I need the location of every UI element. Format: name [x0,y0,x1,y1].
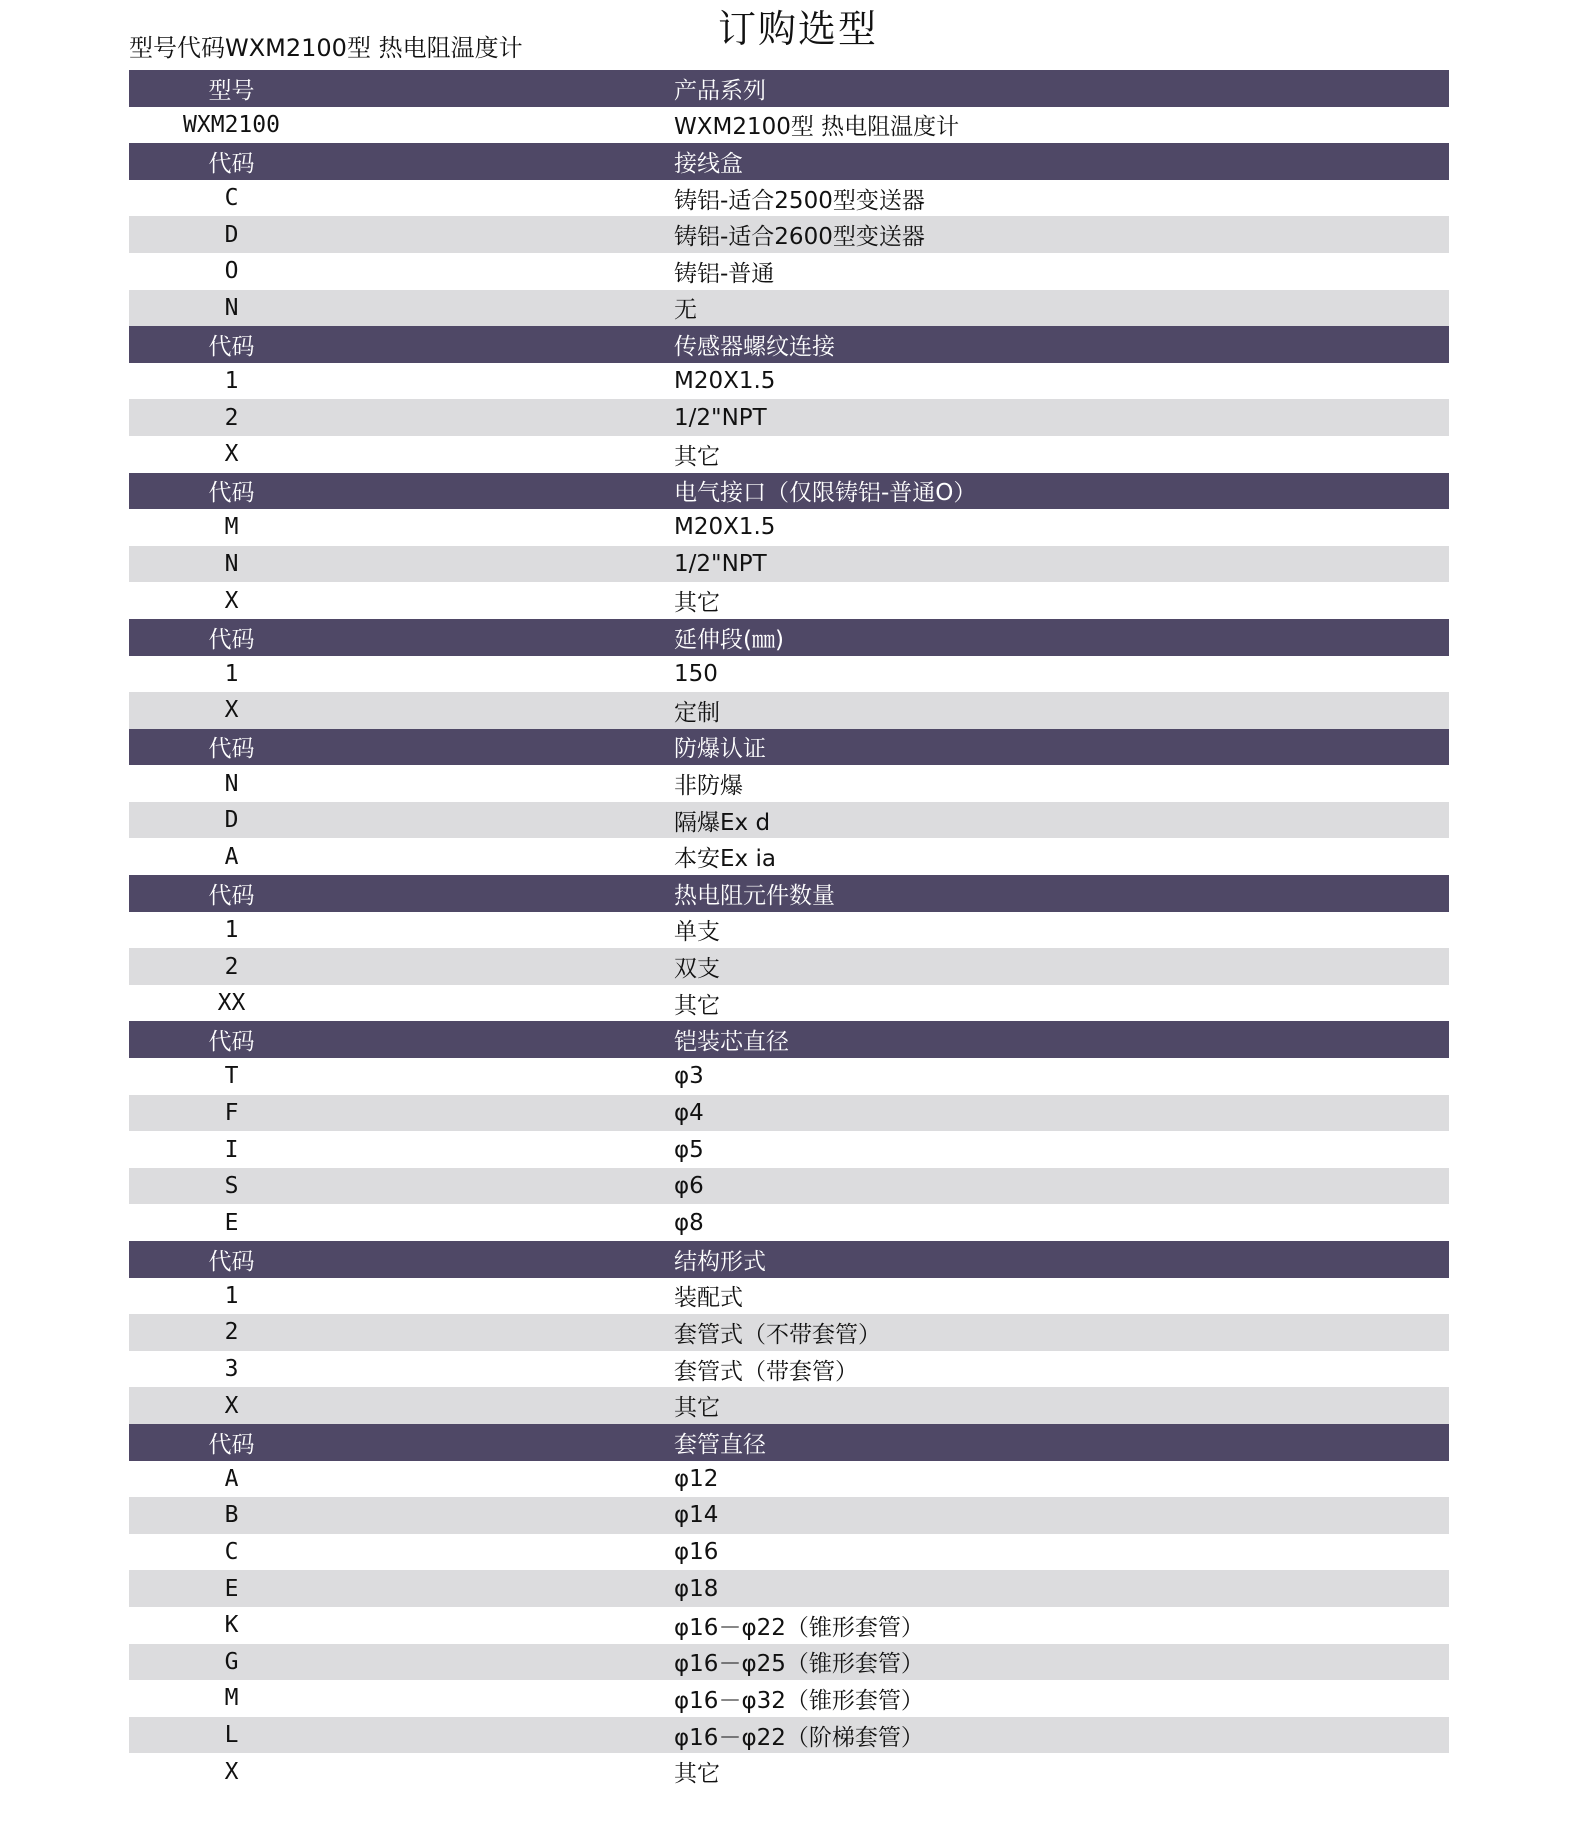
code-cell: 2 [224,1319,239,1346]
section-header-row [129,473,1449,510]
description-cell: φ16 [674,1539,719,1566]
table-row [129,1204,1449,1241]
code-cell: A [224,1465,239,1492]
table-row [129,1314,1449,1351]
table-row [129,216,1449,253]
description-cell: φ3 [674,1063,704,1090]
table-row [129,1607,1449,1644]
table-row [129,582,1449,619]
code-cell: S [224,1173,239,1200]
code-cell: C [224,1539,239,1566]
table-row [129,1168,1449,1205]
table-row [129,802,1449,839]
table-row [129,838,1449,875]
code-cell: X [224,441,239,468]
description-cell: φ14 [674,1502,719,1529]
code-cell: T [224,1063,239,1090]
table-row [129,180,1449,217]
description-cell: φ5 [674,1136,704,1163]
section-title: 热电阻元件数量 [674,882,835,909]
code-cell: 1 [224,660,239,687]
table-row [129,1497,1449,1534]
description-cell: φ8 [674,1209,704,1236]
table-row [129,1387,1449,1424]
code-cell: 2 [224,404,239,431]
section-title: 结构形式 [674,1248,766,1275]
table-row [129,912,1449,949]
table-row [129,1095,1449,1132]
description-cell: 铸铝-适合2600型变送器 [674,224,925,251]
code-cell: G [224,1648,239,1675]
code-cell: 3 [224,1356,239,1383]
section-title: 延伸段(㎜) [674,626,784,653]
description-cell: φ6 [674,1173,704,1200]
page-subtitle: 型号代码WXM2100型 热电阻温度计 [129,34,523,62]
description-cell: M20X1.5 [674,514,776,541]
table-row [129,1351,1449,1388]
section-title: 接线盒 [674,150,743,177]
code-cell: N [224,294,239,321]
table-row [129,363,1449,400]
table-row [129,107,1449,144]
description-cell: φ16－φ22（锥形套管） [674,1614,924,1641]
code-column-header: 代码 [208,1248,255,1275]
description-cell: 其它 [674,590,720,617]
code-cell: N [224,770,239,797]
description-cell: 无 [674,297,697,324]
table-row [129,1644,1449,1681]
table-row [129,436,1449,473]
description-cell: 装配式 [674,1285,743,1312]
table-row [129,985,1449,1022]
code-cell: X [224,697,239,724]
code-column-header: 代码 [208,333,255,360]
description-cell: 其它 [674,1761,720,1788]
table-row [129,765,1449,802]
table-row [129,1753,1449,1790]
description-cell: 1/2"NPT [674,551,767,578]
code-cell: 1 [224,1282,239,1309]
description-cell: φ16－φ32（锥形套管） [674,1687,924,1714]
description-cell: 其它 [674,443,720,470]
code-cell: 1 [224,368,239,395]
description-cell: 铸铝-适合2500型变送器 [674,187,925,214]
code-cell: C [224,185,239,212]
table-row [129,546,1449,583]
code-column-header: 代码 [208,1431,255,1458]
section-title: 产品系列 [674,77,766,104]
table-row [129,1534,1449,1571]
table-row [129,1717,1449,1754]
description-cell: φ16－φ22（阶梯套管） [674,1724,924,1751]
section-header-row [129,326,1449,363]
description-cell: 其它 [674,992,720,1019]
code-cell: E [224,1575,239,1602]
code-cell: 1 [224,916,239,943]
description-cell: 150 [674,660,718,687]
table-row [129,948,1449,985]
description-cell: 定制 [674,699,720,726]
table-row [129,509,1449,546]
description-cell: WXM2100型 热电阻温度计 [674,114,960,141]
code-column-header: 代码 [208,626,255,653]
code-cell: F [224,1099,239,1126]
description-cell: φ16－φ25（锥形套管） [674,1651,924,1678]
description-cell: 本安Ex ia [674,846,776,873]
section-header-row [129,70,1449,107]
table-row [129,399,1449,436]
table-row [129,1461,1449,1498]
code-cell: N [224,551,239,578]
code-cell: X [224,587,239,614]
code-cell: XX [217,990,246,1017]
table-row [129,1278,1449,1315]
code-column-header: 代码 [208,736,255,763]
section-header-row [129,619,1449,656]
code-cell: K [224,1612,239,1639]
section-title: 套管直径 [674,1431,766,1458]
code-column-header: 代码 [208,882,255,909]
section-header-row [129,1021,1449,1058]
code-cell: M [224,514,239,541]
table-row [129,692,1449,729]
section-header-row [129,1424,1449,1461]
description-cell: 套管式（带套管） [674,1358,858,1385]
description-cell: 双支 [674,956,720,983]
description-cell: 非防爆 [674,773,743,800]
ordering-table [129,70,1449,1790]
code-cell: M [224,1685,239,1712]
code-cell: 2 [224,953,239,980]
code-cell: E [224,1209,239,1236]
description-cell: M20X1.5 [674,368,776,395]
table-row [129,1058,1449,1095]
code-cell: L [224,1722,239,1749]
description-cell: 套管式（不带套管） [674,1321,881,1348]
description-cell: φ12 [674,1465,719,1492]
code-cell: WXM2100 [183,111,280,138]
code-column-header: 代码 [208,480,255,507]
description-cell: 其它 [674,1395,720,1422]
section-header-row [129,729,1449,766]
table-row [129,1570,1449,1607]
table-row [129,253,1449,290]
section-header-row [129,1241,1449,1278]
code-cell: X [224,1392,239,1419]
section-title: 防爆认证 [674,736,766,763]
code-cell: D [224,221,239,248]
table-row [129,656,1449,693]
code-cell: B [224,1502,239,1529]
section-title: 电气接口（仅限铸铝-普通O） [674,480,977,507]
code-cell: A [224,843,239,870]
description-cell: 单支 [674,919,720,946]
section-title: 铠装芯直径 [674,1029,789,1056]
description-cell: 隔爆Ex d [674,809,771,836]
code-cell: D [224,807,239,834]
code-cell: O [224,258,239,285]
section-title: 传感器螺纹连接 [674,333,835,360]
code-cell: X [224,1758,239,1785]
section-header-row [129,875,1449,912]
page-title: 订购选型 [718,7,879,51]
table-row [129,1680,1449,1717]
code-column-header: 代码 [208,1029,255,1056]
description-cell: 铸铝-普通 [674,260,775,287]
table-row [129,290,1449,327]
table-row [129,1131,1449,1168]
code-column-header: 型号 [208,77,255,104]
section-header-row [129,143,1449,180]
code-column-header: 代码 [208,150,255,177]
description-cell: φ4 [674,1099,704,1126]
description-cell: φ18 [674,1575,719,1602]
description-cell: 1/2"NPT [674,404,767,431]
code-cell: I [224,1136,239,1163]
